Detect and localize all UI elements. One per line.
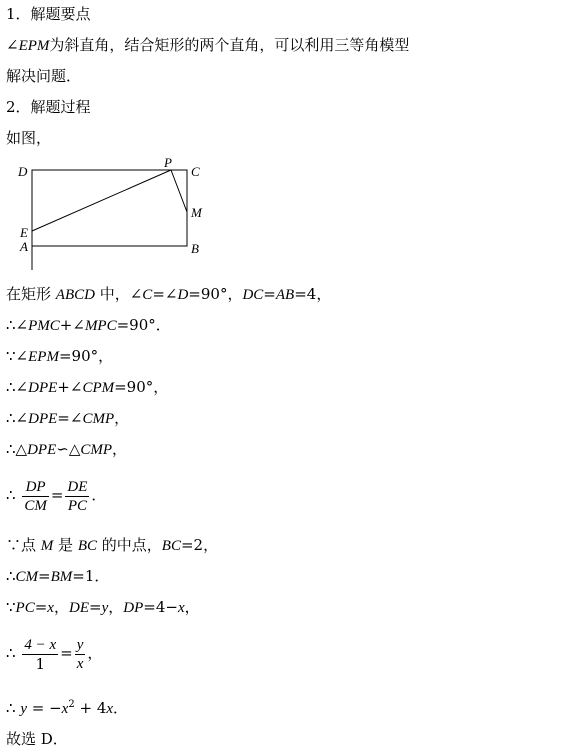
exponent: 2: [68, 699, 75, 710]
text: ∵∠: [6, 347, 29, 365]
text: =90°．: [116, 316, 171, 334]
step-10: [6, 597, 200, 618]
text: +∠: [57, 378, 83, 396]
equals: =: [60, 644, 73, 662]
text: 中，∠: [94, 285, 143, 303]
segment-ep: [32, 170, 171, 231]
section-2-intro: 如图，: [6, 129, 52, 147]
text: MPC: [84, 318, 117, 334]
rectangle-figure: [0, 155, 230, 275]
text: DPE: [27, 442, 57, 458]
answer: 故选 D．: [6, 730, 68, 748]
section-1-heading: 1．解题要点: [6, 5, 91, 23]
text: ABCD: [55, 287, 95, 303]
text: BM: [50, 569, 73, 585]
denominator: x: [76, 655, 84, 672]
text: =: [88, 598, 102, 616]
section-1-text: [6, 35, 409, 56]
text: DC: [242, 287, 264, 303]
text: =2，: [180, 536, 219, 554]
numerator: DE: [67, 478, 88, 495]
equals: =: [50, 486, 64, 504]
text: D: [177, 287, 189, 303]
text: BC: [77, 538, 97, 554]
text: =∠: [57, 409, 83, 427]
text: 在矩形: [6, 285, 56, 303]
text: CM: [15, 569, 39, 585]
therefore-symbol: ∴: [6, 644, 16, 662]
text: ．: [91, 486, 107, 504]
text: =∠: [152, 285, 178, 303]
text: =90°，: [188, 285, 243, 303]
text: ，: [87, 644, 103, 662]
text: ，: [184, 598, 200, 616]
text: ∽△: [56, 440, 81, 458]
denominator: 1: [35, 654, 45, 673]
section-1-text-end: 解决问题．: [6, 67, 82, 85]
fraction-4-minus-x-over-1: [22, 636, 58, 673]
step-8: [6, 535, 218, 556]
text: DP: [123, 600, 144, 616]
label-c: C: [191, 164, 200, 179]
step-5: [6, 408, 129, 429]
fraction-y-over-x: [75, 636, 86, 673]
text: ∴: [6, 567, 16, 585]
text: ∴∠: [6, 378, 29, 396]
text: + 4: [74, 699, 107, 717]
text: EPM: [28, 349, 59, 365]
step-1: [6, 284, 331, 305]
text: C: [142, 287, 153, 303]
text: y: [20, 701, 27, 717]
text: BC: [161, 538, 181, 554]
text: PMC: [28, 318, 60, 334]
text: =: [38, 567, 51, 585]
fraction-dp-cm: [22, 478, 49, 515]
text: DPE: [28, 411, 58, 427]
text: =90°，: [58, 347, 114, 365]
text: 的中点，: [97, 536, 162, 554]
text: ∴∠: [6, 409, 29, 427]
denominator: CM: [24, 497, 47, 514]
text: = −: [26, 699, 62, 717]
text: CMP: [82, 411, 115, 427]
text: +∠: [59, 316, 85, 334]
text: x: [47, 600, 54, 616]
text: ∵点: [6, 536, 41, 554]
text: M: [40, 538, 54, 554]
text: ，: [108, 598, 124, 616]
text: x: [177, 600, 185, 616]
text: ∴: [6, 699, 21, 717]
text: =90°，: [114, 378, 169, 396]
numerator: y: [76, 636, 84, 653]
step-4: [6, 377, 168, 398]
text: =1．: [72, 567, 110, 585]
text: =: [34, 598, 48, 616]
segment-pm: [171, 170, 187, 212]
label-p: P: [164, 155, 172, 170]
numerator: DP: [22, 478, 49, 497]
fraction-de-pc: [65, 478, 89, 515]
section-1-text-body: 为斜直角，结合矩形的两个直角，可以利用三等角模型: [49, 36, 410, 54]
text: x: [106, 701, 114, 717]
text: x: [61, 701, 69, 717]
label-b: B: [191, 241, 199, 256]
text: =: [263, 285, 276, 303]
step-9: [6, 566, 109, 587]
label-d: D: [18, 164, 28, 179]
text: 是: [53, 536, 78, 554]
step-6: [6, 439, 127, 460]
label-m: M: [191, 205, 202, 220]
text: DPE: [28, 380, 58, 396]
text: CMP: [80, 442, 113, 458]
text: DE: [68, 600, 89, 616]
text: ，: [114, 409, 130, 427]
text: ∵: [6, 598, 16, 616]
angle-epm: ∠EPM: [6, 38, 50, 54]
text: ∴∠: [6, 316, 29, 334]
step-11-fraction-equation: [6, 633, 102, 673]
rectangle-abcd: [32, 170, 187, 246]
section-2-heading: 2．解题过程: [6, 98, 91, 116]
step-3: [6, 346, 113, 367]
denominator: PC: [67, 497, 87, 514]
text: y: [101, 600, 109, 616]
text: PC: [15, 600, 35, 616]
numerator: 4 − x: [24, 636, 57, 653]
step-7-fraction-equation: [6, 475, 106, 515]
text: ．: [113, 699, 129, 717]
text: ，: [112, 440, 128, 458]
step-2: [6, 315, 171, 336]
text: AB: [275, 287, 295, 303]
label-e: E: [20, 225, 28, 240]
text: =4−: [143, 598, 178, 616]
label-a: A: [20, 239, 28, 254]
therefore-symbol: ∴: [6, 486, 16, 504]
text: ，: [53, 598, 69, 616]
step-12: [6, 695, 128, 719]
text: CPM: [82, 380, 115, 396]
text: ∴△: [6, 440, 28, 458]
text: =4，: [294, 285, 332, 303]
